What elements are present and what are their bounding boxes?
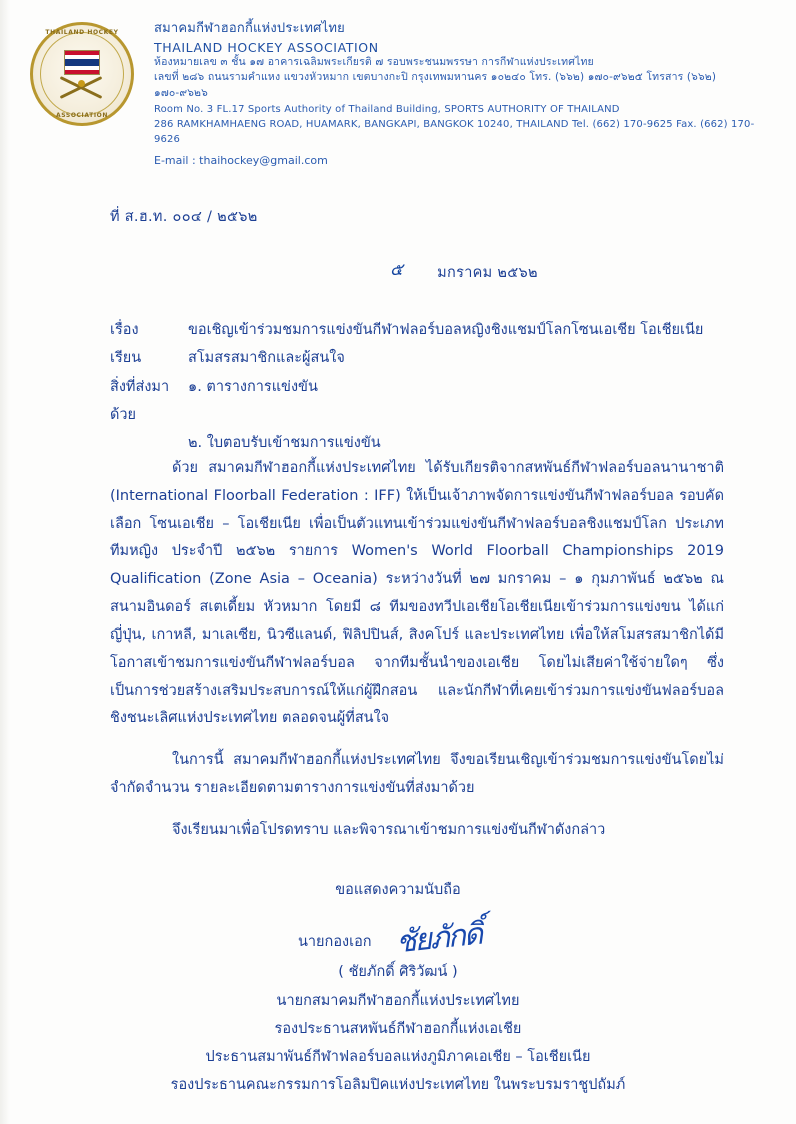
- body-paragraph: จึงเรียนมาเพื่อโปรดทราบ และพิจารณาเข้าชมการแข่งขันกีฬาดังกล่าว: [172, 821, 606, 838]
- date-text: มกราคม ๒๕๖๒: [437, 265, 538, 281]
- document-date: [390, 258, 538, 285]
- letter-body: [110, 455, 724, 859]
- address-line-th: เลขที่ ๒๘๖ ถนนรามคำแหง แขวงหัวหมาก เขตบางกะปิ กรุงเทพมหานคร ๑๐๒๔๐ โทร. (๖๖๒) ๑๗๐-๙๖๒๕ โทรสาร (๖๖๒) ๑๗๐-๙๖๒๖: [154, 71, 717, 100]
- subject-label: เรื่อง: [110, 322, 139, 338]
- letterhead: [28, 18, 768, 167]
- signer-rank: นายกองเอก: [298, 934, 372, 951]
- crest-top-text: THAILAND HOCKEY: [45, 29, 119, 36]
- subject-row: [110, 316, 736, 344]
- attachments-label: สิ่งที่ส่งมาด้วย: [110, 378, 170, 423]
- handwritten-signature: ชัยภักดิ์: [394, 916, 483, 961]
- body-paragraph: ในการนี้ สมาคมกีฬาฮอกกี้แห่งประเทศไทย จึงขอเรียนเชิญเข้าร่วมชมการแข่งขันโดยไม่จำกัดจำนวน รายละเอียดตามตารางการแข่งขันที่ส่งมาด้วย: [110, 752, 724, 797]
- signer-title: นายกสมาคมกีฬาฮอกกี้แห่งประเทศไทย: [276, 992, 520, 1009]
- patronage-line-th: ห้องหมายเลข ๓ ชั้น ๑๗ อาคารเฉลิมพระเกียรติ ๗ รอบพระชนมพรรษา การกีฬาแห่งประเทศไทย: [154, 55, 594, 68]
- address-line-en-2: 286 RAMKHAMHAENG ROAD, HUAMARK, BANGKAPI, BANGKOK 10240, THAILAND Tel. (662) 170-9625 Fax. (662) 170-9626: [154, 118, 755, 145]
- signature-row: [0, 910, 796, 961]
- attachment-item: ๑. ตารางการแข่งขัน: [188, 378, 318, 395]
- signer-title: รองประธานสหพันธ์กีฬาฮอกกี้แห่งเอเชีย: [274, 1020, 522, 1037]
- recipient-row: [110, 344, 736, 372]
- subject-value: ขอเชิญเข้าร่วมชมการแข่งขันกีฬาฟลอร์บอลหญิงชิงแชมป์โลกโซนเอเชีย โอเชียเนีย: [188, 322, 704, 338]
- signer-name: ( ชัยภักดิ์ ศิริวัฒน์ ): [338, 964, 458, 981]
- attachment-item: ๒. ใบตอบรับเข้าชมการแข่งขัน: [188, 435, 381, 452]
- hockey-sticks-icon: [52, 72, 110, 106]
- recipient-value: สโมสรสมาชิกและผู้สนใจ: [188, 350, 345, 367]
- attachments-row: [110, 373, 736, 430]
- organization-name-en: THAILAND HOCKEY ASSOCIATION: [154, 39, 379, 55]
- handwritten-date-mark: ๕: [390, 260, 404, 280]
- recipient-label: เรียน: [110, 350, 142, 367]
- document-number: ที่ ส.ฮ.ท. ๐๐๔ / ๒๕๖๒: [110, 209, 258, 225]
- crest-bottom-text: ASSOCIATION: [56, 112, 108, 119]
- signer-title: ประธานสมาพันธ์กีฬาฟลอร์บอลแห่งภูมิภาคเอเชีย – โอเชียเนีย: [205, 1049, 591, 1066]
- address-line-en-1: Room No. 3 FL.17 Sports Authority of Thailand Building, SPORTS AUTHORITY OF THAILAND: [154, 103, 620, 115]
- contact-email: E-mail : thaihockey@gmail.com: [154, 153, 328, 167]
- closing-regards: ขอแสดงความนับถือ: [335, 882, 461, 898]
- body-paragraph: ด้วย สมาคมกีฬาฮอกกี้แห่งประเทศไทย ได้รับเกียรติจากสหพันธ์กีฬาฟลอร์บอลนานาชาติ (International Floorball Federation : IFF) ให้เป็นเจ้าภาพจัดการแข่งขันกีฬาฟลอร์บอล รอบคัดเลือก โซนเอเชีย – โอเชียเนีย เพื่อเป็นตัวแทนเข้าร่วมแข่งขันกีฬาฟลอร์บอลชิงแชมป์โลก ประเภททีมหญิง ประจำปี ๒๕๖๒ รายการ Women's World Floorball Championships 2019 Qualification (Zone Asia – Oceania) ระหว่างวันที่ ๒๗ มกราคม – ๑ กุมภาพันธ์ ๒๕๖๒ ณ สนามอินดอร์ สเตเดี้ยม หัวหมาก โดยมี ๘ ทีมของทวีปเอเชียโอเชียเนียเข้าร่วมการแข่งขน ได้แก่ ญี่ปุ่น, เกาหลี, มาเลเซีย, นิวซีแลนด์, ฟิลิปปินส์, สิงคโปร์ และประเทศไทย เพื่อให้สโมสรสมาชิกได้มีโอกาสเข้าชมการแข่งขันกีฬาฟลอร์บอล จากทีมชั้นนำของเอเชีย โดยไม่เสียค่าใช้จ่ายใดๆ ซึ่งเป็นการช่วยสร้างเสริมประสบการณ์ให้แก่ผู้ฝึกสอน และนักกีฬาที่เคยเข้าร่วมการแข่งขันฟลอร์บอลชิงชนะเลิศแห่งประเทศไทย ตลอดจนผู้ที่สนใจ: [110, 460, 724, 727]
- association-crest-logo: [28, 20, 136, 128]
- ball-icon: [78, 80, 85, 87]
- letter-header-fields: [110, 316, 736, 457]
- signer-title: รองประธานคณะกรรมการโอลิมปิคแห่งประเทศไทย ในพระบรมราชูปถัมภ์: [170, 1077, 626, 1094]
- signature-block: [0, 876, 796, 1100]
- organization-name-th: สมาคมกีฬาฮอกกี้แห่งประเทศไทย: [154, 21, 345, 36]
- organization-details: [154, 18, 768, 167]
